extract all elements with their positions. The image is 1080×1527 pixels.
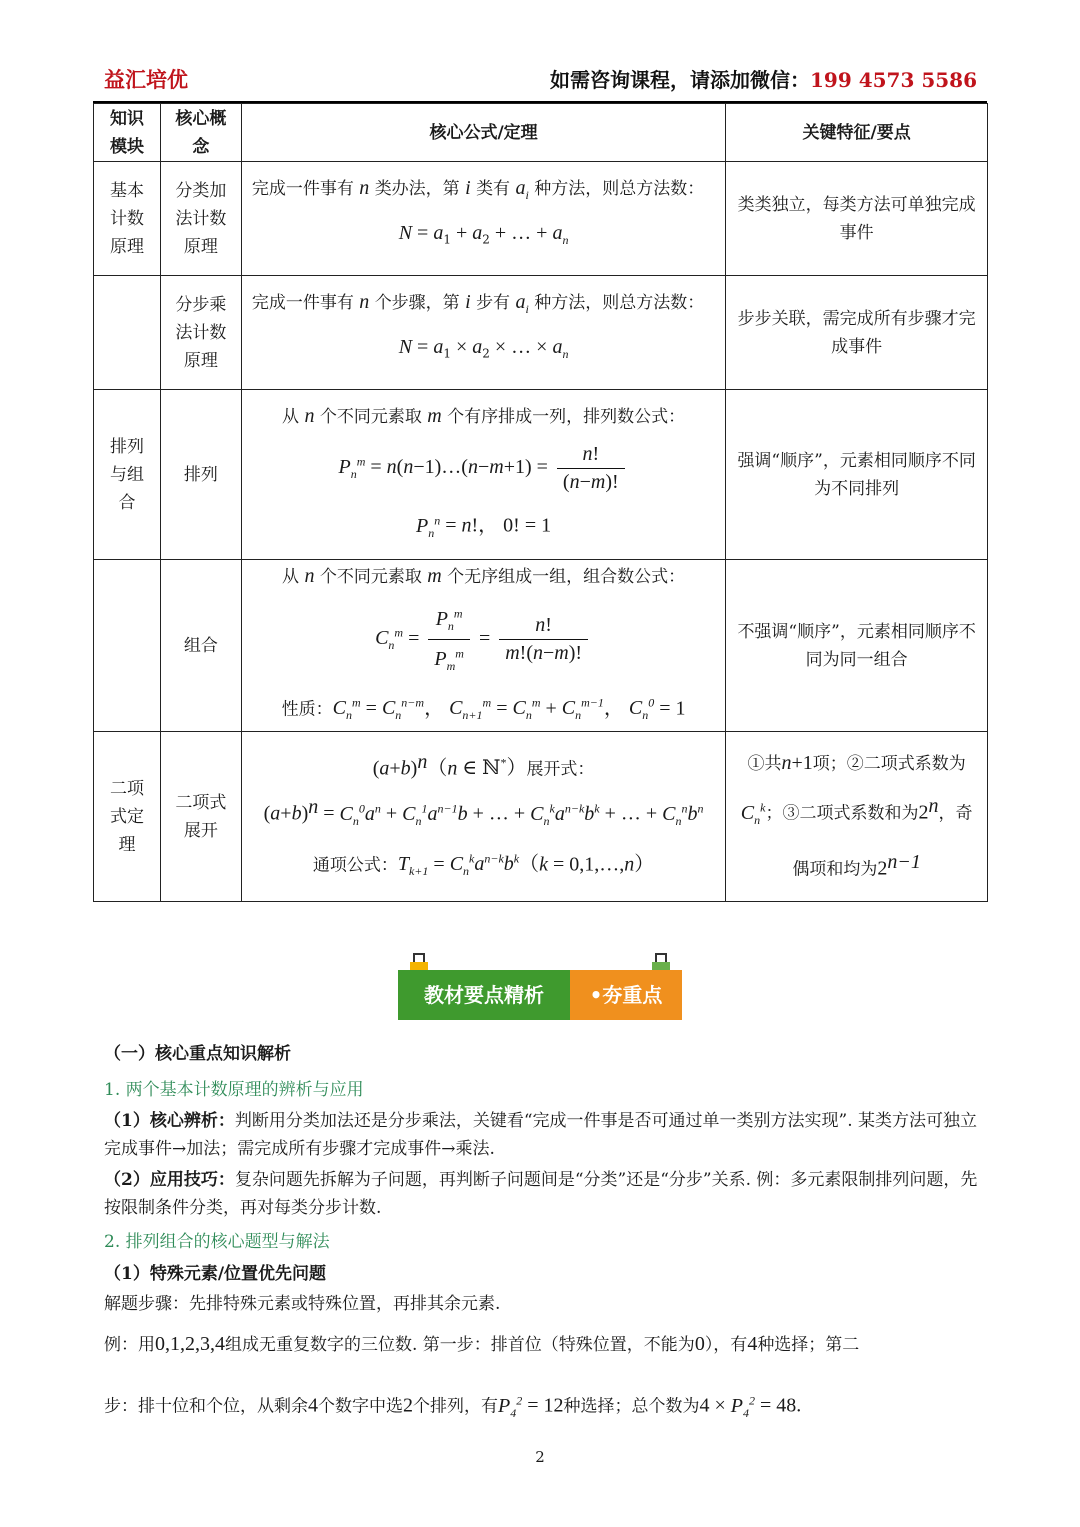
section-title: （一）核心重点知识解析	[104, 1044, 291, 1064]
solution-steps: 解题步骤：先排特殊元素或特殊位置，再排其余元素.	[104, 1294, 501, 1314]
feature-cell: 步步关联，需完成所有步骤才完成事件	[726, 276, 988, 390]
formula-cell: $(a+b)^n(n$ ∈ ℕ*）展开式： $(a+b)^n = C_n^0a^n + C_n^1a^{n-1}b$ + … + $C_n^ka^{n-k}b^k$ + … + $C_n^nb^n$ 通项公式：$T_{k+1} = C_n^ka^{n-k}b^k(k$ = 0,1,…,n）	[241, 732, 725, 902]
table-header-row	[94, 104, 988, 162]
table-row	[94, 732, 988, 902]
section-banner	[398, 970, 682, 1020]
banner-left-text: 教材要点精析	[398, 970, 570, 1020]
subsection-2-title: 2. 排列组合的核心题型与解法	[104, 1232, 330, 1252]
example-line-1: 例：用0,1,2,3,4组成无重复数字的三位数. 第一步：排首位（特殊位置，不能为0），有4种选择；第二	[104, 1333, 860, 1355]
col-module: 知识模块	[94, 104, 161, 162]
formula-cell: 从 n 个不同元素取 m 个有序排成一列，排列数公式： $P_n^m$ = n(n−1)…(n−m+1) = $\frac{n!}{(n-m)!}$ $P_n^n = n$!， 0! = 1	[241, 390, 725, 560]
example-line-2: 步：排十位和个位，从剩余4个数字中选2个排列，有$P_4^2 = 12$种选择；总个数为$4 \times P_4^2 = 48$.	[104, 1393, 802, 1420]
table-row	[94, 390, 988, 560]
table-row	[94, 162, 988, 276]
contact-info: 如需咨询课程，请添加微信：199 4573 5586	[549, 68, 977, 92]
concept-cell: 分步乘法计数原理	[160, 276, 241, 390]
concept-cell: 分类加法计数原理	[160, 162, 241, 276]
module-cell	[94, 560, 161, 732]
module-cell: 排列与组合	[94, 390, 161, 560]
table-row	[94, 276, 988, 390]
col-feature: 关键特征/要点	[726, 104, 988, 162]
feature-cell: ①共n+1项；②二项式系数为$C_n^k$；③二项式系数和为2$^n$，奇偶项和均为$2^{n-1}$	[726, 732, 988, 902]
col-formula: 核心公式/定理	[241, 104, 725, 162]
formula-cell: 完成一件事有 n 个步骤，第 i 步有 $a_i$ 种方法，则总方法数： $N = a_1 \times a_2$ × … × $a_n$	[241, 276, 725, 390]
concept-cell: 组合	[160, 560, 241, 732]
module-cell	[94, 276, 161, 390]
module-cell: 二项式定理	[94, 732, 161, 902]
knowledge-table	[93, 103, 988, 902]
feature-cell: 不强调“顺序”，元素相同顺序不同为同一组合	[726, 560, 988, 732]
question-type-1: （1）特殊元素/位置优先问题	[104, 1264, 327, 1284]
paragraph-2: （2）应用技巧：复杂问题先拆解为子问题，再判断子问题间是“分类”还是“分步”关系. 例：多元素限制排列问题，先按限制条件分类，再对每类分步计数.	[104, 1170, 978, 1218]
table-row	[94, 560, 988, 732]
concept-cell: 排列	[160, 390, 241, 560]
paragraph-1: （1）核心辨析：判断用分类加法还是分步乘法，关键看“完成一件事是否可通过单一类别方法实现”. 某类方法可独立完成事件→加法；需完成所有步骤才完成事件→乘法.	[104, 1111, 978, 1159]
page-number: 2	[535, 1448, 545, 1466]
feature-cell: 强调“顺序”，元素相同顺序不同为不同排列	[726, 390, 988, 560]
banner-right-text: •夯重点	[570, 970, 682, 1020]
module-cell: 基本计数原理	[94, 162, 161, 276]
subsection-1-title: 1. 两个基本计数原理的辨析与应用	[104, 1080, 364, 1100]
formula-cell: 从 n 个不同元素取 m 个无序组成一组，组合数公式： $C_n^m$ = $\frac{P_n^m}{P_m^m}$ = $\frac{n!}{m!(n-m)!}$ 性质：$C_n^m = C_n^{n-m}$， $C_{n+1}^m = C_n^m + C_n^{m-1}$， $C_n^0 = 1$	[241, 560, 725, 732]
brand-name: 益汇培优	[104, 67, 188, 92]
phone-number: 199 4573 5586	[809, 68, 977, 92]
col-concept: 核心概念	[160, 104, 241, 162]
concept-cell: 二项式展开	[160, 732, 241, 902]
feature-cell: 类类独立，每类方法可单独完成事件	[726, 162, 988, 276]
formula-cell: 完成一件事有 n 类办法，第 i 类有 $a_i$ 种方法，则总方法数： $N = a_1 + a_2$ + … + $a_n$	[241, 162, 725, 276]
